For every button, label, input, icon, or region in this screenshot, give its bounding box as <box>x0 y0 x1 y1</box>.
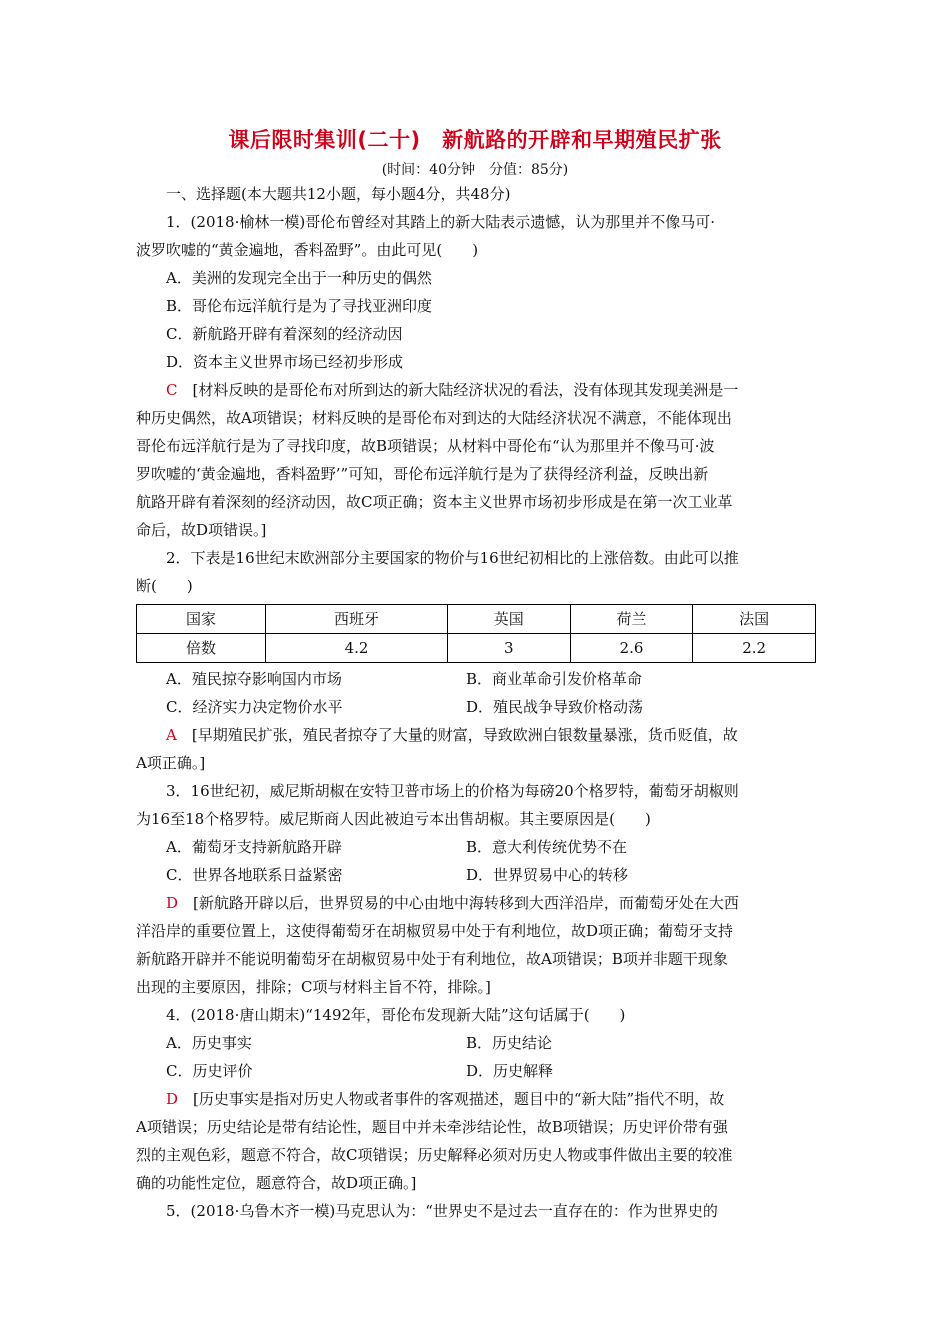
question-1-explanation-line: 哥伦布远洋航行是为了寻找印度，故B项错误；从材料中哥伦布“认为那里并不像马可·波 <box>136 437 715 455</box>
question-4-stem: 4．(2018·唐山期末)“1492年，哥伦布发现新大陆”这句话属于( ) <box>166 1006 626 1024</box>
table-cell: 4.2 <box>266 634 448 663</box>
question-2-explanation: A [早期殖民扩张，殖民者掠夺了大量的财富，导致欧洲白银数量暴涨，货币贬值，故 <box>166 726 738 744</box>
section-heading: 一、选择题(本大题共12小题，每小题4分，共48分) <box>166 185 511 203</box>
question-4-options-cd <box>136 1057 816 1085</box>
question-2-option-a: A．殖民掠夺影响国内市场 <box>166 670 342 688</box>
question-2-options-cd <box>136 693 816 721</box>
question-4-options-ab <box>136 1029 816 1057</box>
question-3-explanation-line: 出现的主要原因，排除；C项与材料主旨不符，排除。] <box>136 978 491 996</box>
table-cell: 2.2 <box>693 634 816 663</box>
question-5-stem: 5．(2018·乌鲁木齐一模)马克思认为：“世界史不是过去一直存在的：作为世界史的 <box>166 1202 718 1220</box>
question-1-explanation: C [材料反映的是哥伦布对所到达的新大陆经济状况的看法，没有体现其发现美洲是一 <box>166 381 739 399</box>
question-2-options-ab <box>136 665 816 693</box>
table-row <box>137 634 816 663</box>
question-3-option-b: B．意大利传统优势不在 <box>466 838 628 856</box>
question-4-option-d: D．历史解释 <box>466 1062 554 1080</box>
table-cell: 国家 <box>137 605 266 634</box>
table-cell: 3 <box>447 634 570 663</box>
question-1-answer: C <box>166 381 178 399</box>
table-cell: 2.6 <box>570 634 693 663</box>
question-4-explanation-line: A项错误；历史结论是带有结论性，题目中并未牵涉结论性，故B项错误；历史评价带有强 <box>136 1118 728 1136</box>
table-header-row <box>137 605 816 634</box>
table-cell: 倍数 <box>137 634 266 663</box>
question-3-option-d: D．世界贸易中心的转移 <box>466 866 629 884</box>
question-3-explanation-line: 新航路开辟并不能说明葡萄牙在胡椒贸易中处于有利地位，故A项错误；B项并非题干现象 <box>136 950 728 968</box>
question-1-explanation-line: 航路开辟有着深刻的经济动因，故C项正确；资本主义世界市场初步形成是在第一次工业革 <box>136 493 733 511</box>
question-3-stem: 3．16世纪初，威尼斯胡椒在安特卫普市场上的价格为每磅20个格罗特，葡萄牙胡椒则 <box>166 782 739 800</box>
document-body <box>136 180 816 1225</box>
question-3-option-a: A．葡萄牙支持新航路开辟 <box>166 838 342 856</box>
question-3-options-ab <box>136 833 816 861</box>
question-4-option-a: A．历史事实 <box>166 1034 252 1052</box>
question-3-explanation: D [新航路开辟以后，世界贸易的中心由地中海转移到大西洋沿岸，而葡萄牙处在大西 <box>166 894 739 912</box>
question-4-answer: D <box>166 1090 179 1108</box>
question-1-stem: 1．(2018·榆林一模)哥伦布曾经对其踏上的新大陆表示遗憾，认为那里并不像马可· <box>166 213 715 231</box>
question-1-option-d: D．资本主义世界市场已经初步形成 <box>166 353 404 371</box>
question-1-explanation-line: 罗吹嘘的‘黄金遍地，香料盈野’”可知，哥伦布远洋航行是为了获得经济利益，反映出新 <box>136 465 709 483</box>
page-subtitle: (时间：40分钟 分值：85分) <box>381 162 569 178</box>
table-cell: 西班牙 <box>266 605 448 634</box>
question-4-explanation-line: 确的功能性定位，题意符合，故D项正确。] <box>136 1174 417 1192</box>
page-title: 课后限时集训(二十) 新航路的开辟和早期殖民扩张 <box>228 128 722 152</box>
table-cell: 荷兰 <box>570 605 693 634</box>
table-cell: 法国 <box>693 605 816 634</box>
question-2-option-c: C．经济实力决定物价水平 <box>166 698 343 716</box>
question-1-option-b: B．哥伦布远洋航行是为了寻找亚洲印度 <box>166 297 433 315</box>
question-4-option-b: B．历史结论 <box>466 1034 553 1052</box>
question-2-stem-cont: 断( ) <box>136 577 193 595</box>
question-3-answer: D <box>166 894 179 912</box>
question-4-explanation: D [历史事实是指对历史人物或者事件的客观描述，题目中的“新大陆”指代不明，故 <box>166 1090 725 1108</box>
question-4-explanation-line: 烈的主观色彩，题意不符合，故C项错误；历史解释必须对历史人物或事件做出主要的较准 <box>136 1146 733 1164</box>
question-2-option-d: D．殖民战争导致价格动荡 <box>466 698 644 716</box>
question-3-explanation-line: 洋沿岸的重要位置上，这使得葡萄牙在胡椒贸易中处于有利地位，故D项正确；葡萄牙支持 <box>136 922 734 940</box>
question-3-option-c: C．世界各地联系日益紧密 <box>166 866 343 884</box>
question-1-stem-cont: 波罗吹嘘的“黄金遍地，香料盈野”。由此可见( ) <box>136 241 479 259</box>
question-1-explanation-line: 命后，故D项错误。] <box>136 521 267 539</box>
question-4-option-c: C．历史评价 <box>166 1062 253 1080</box>
price-table <box>136 604 816 663</box>
table-cell: 英国 <box>447 605 570 634</box>
question-3-stem-cont: 为16至18个格罗特。威尼斯商人因此被迫亏本出售胡椒。其主要原因是( ) <box>136 810 651 828</box>
question-2-explanation-line: A项正确。] <box>136 754 206 772</box>
question-2-option-b: B．商业革命引发价格革命 <box>466 670 643 688</box>
question-3-options-cd <box>136 861 816 889</box>
question-2-answer: A <box>166 726 177 744</box>
question-1-option-c: C．新航路开辟有着深刻的经济动因 <box>166 325 403 343</box>
question-2-stem: 2．下表是16世纪末欧洲部分主要国家的物价与16世纪初相比的上涨倍数。由此可以推 <box>166 549 739 567</box>
question-1-option-a: A．美洲的发现完全出于一种历史的偶然 <box>166 269 432 287</box>
question-1-explanation-line: 种历史偶然，故A项错误；材料反映的是哥伦布对到达的大陆经济状况不满意，不能体现出 <box>136 409 732 427</box>
